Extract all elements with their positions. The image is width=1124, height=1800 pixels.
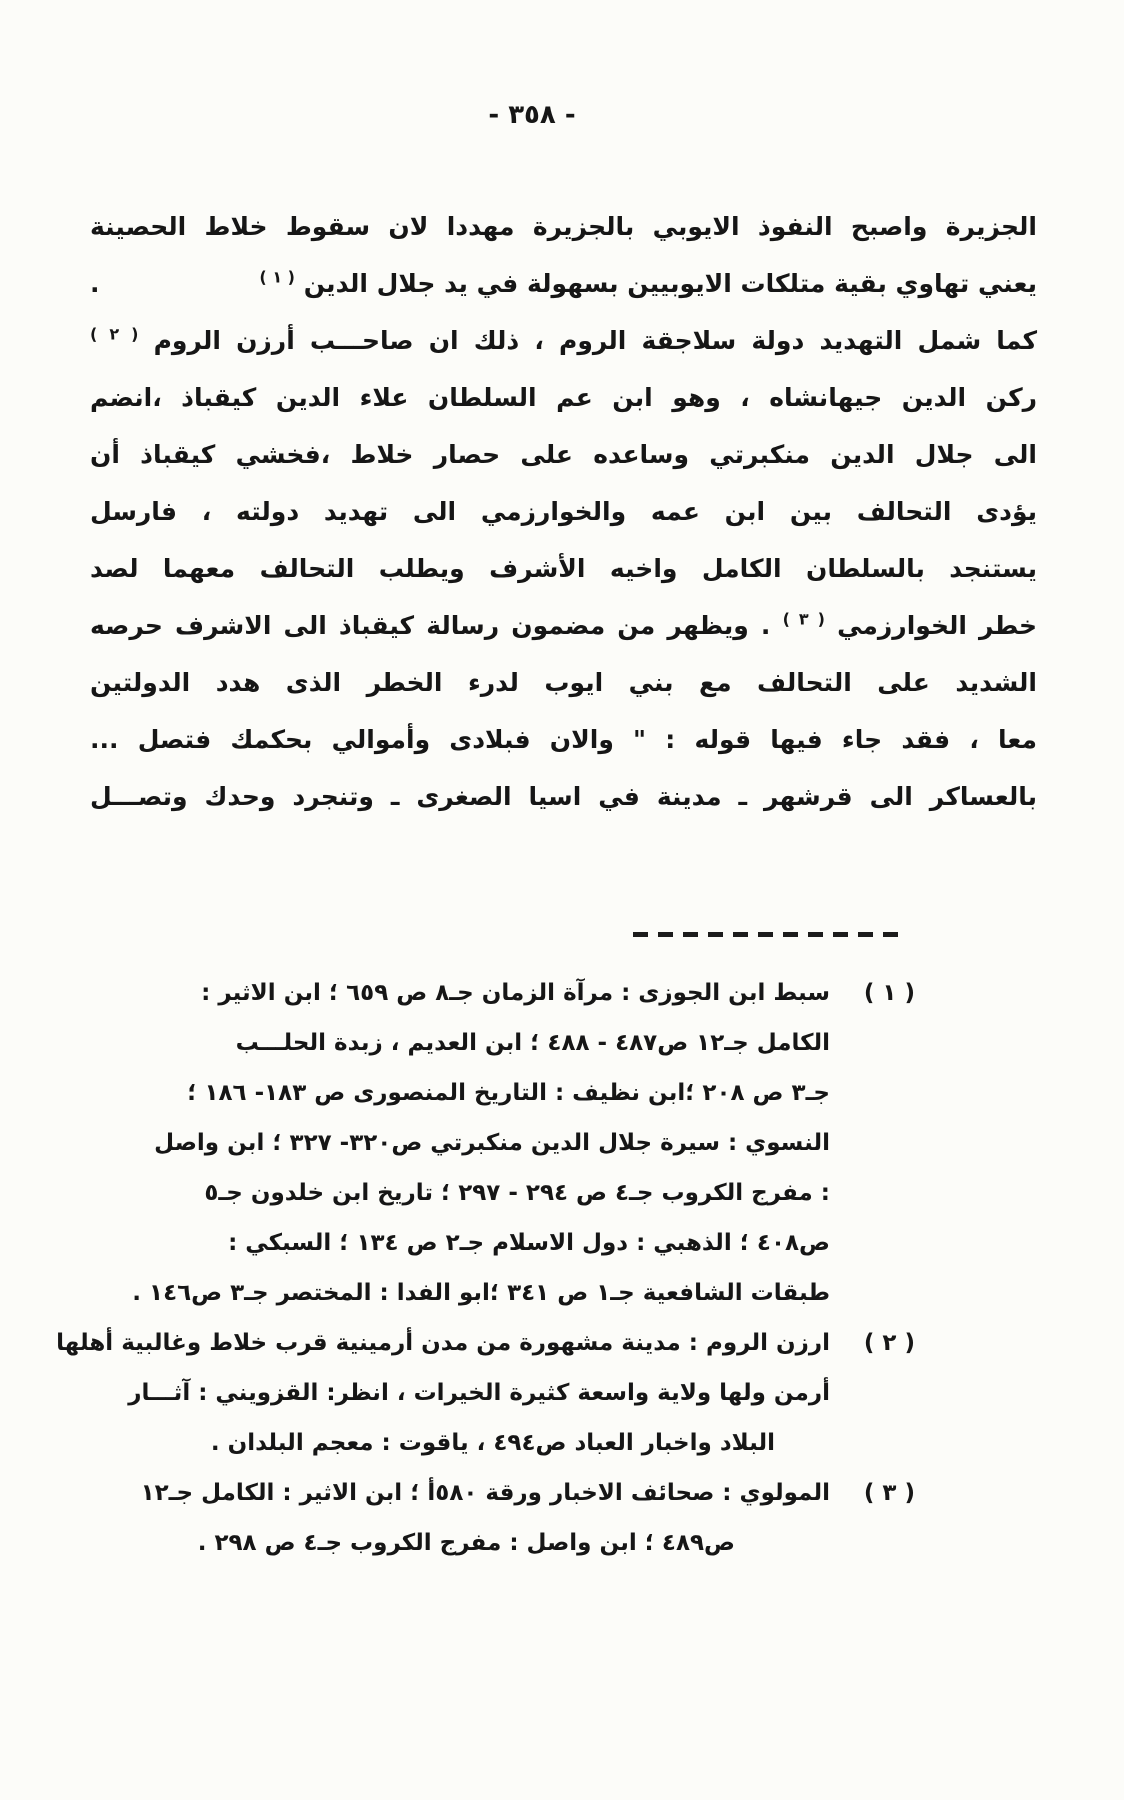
footnote-line: أرمن ولها ولاية واسعة كثيرة الخيرات ، انظر: القزويني : آثـــار bbox=[128, 1380, 830, 1406]
footnote-line: ارزن الروم : مدينة مشهورة من مدن أرمينية قرب خلاط وغالبية أهلها bbox=[56, 1330, 830, 1356]
footnote-marker: ( ١ ) bbox=[863, 980, 915, 1006]
body-text-line: ركن الدين جيهانشاه ، وهو ابن عم السلطان علاء الدين كيقباذ ،انضم bbox=[90, 383, 1037, 412]
footnote-item-1 bbox=[85, 968, 915, 1318]
footnote-lines bbox=[56, 1318, 915, 1468]
footnote-line: سبط ابن الجوزى : مرآة الزمان جـ٨ ص ٦٥٩ ؛ ابن الاثير : bbox=[201, 980, 830, 1006]
footnote-ref-2: ( ٢ ) bbox=[90, 324, 139, 344]
footnote-marker: ( ٣ ) bbox=[863, 1480, 915, 1506]
body-text-line bbox=[90, 597, 1037, 654]
body-text-line: الشديد على التحالف مع بني ايوب لدرء الخطر الذى هدد الدولتين bbox=[90, 668, 1037, 697]
footnote-line: المولوي : صحائف الاخبار ورقة ٥٨٠أ ؛ ابن الاثير : الكامل جـ١٢ bbox=[140, 1480, 830, 1506]
footnote-line: ص٤٠٨ ؛ الذهبي : دول الاسلام جـ٢ ص ١٣٤ ؛ السبكي : bbox=[228, 1230, 830, 1256]
body-text-line: معا ، فقد جاء فيها قوله : " والان فبلادى وأموالي بحكمك فتصل ... bbox=[90, 725, 1037, 754]
footnote-line: البلاد واخبار العباد ص٤٩٤ ، ياقوت : معجم البلدان . bbox=[210, 1430, 775, 1456]
body-text-segment: كما شمل التهديد دولة سلاجقة الروم ، ذلك ان صاحـــب أرزن الروم bbox=[153, 326, 1037, 355]
body-text-line: بالعساكر الى قرشهر ـ مدينة في اسيا الصغرى ـ وتنجرد وحدك وتصـــل bbox=[90, 782, 1037, 811]
body-text-line bbox=[90, 312, 1037, 369]
footnotes-separator bbox=[632, 932, 898, 937]
page-number: - ٣٥٨ - bbox=[488, 100, 576, 130]
footnote-ref-3: ( ٣ ) bbox=[782, 609, 825, 629]
body-text-line bbox=[90, 255, 1037, 312]
footnotes-section bbox=[56, 968, 915, 1568]
footnote-line: جـ٣ ص ٢٠٨ ؛ابن نظيف : التاريخ المنصورى ص ١٨٣- ١٨٦ ؛ bbox=[187, 1080, 830, 1106]
footnote-line: طبقات الشافعية جـ١ ص ٣٤١ ؛ابو الفدا : المختصر جـ٣ ص١٤٦ . bbox=[132, 1280, 830, 1306]
footnote-line: : مفرج الكروب جـ٤ ص ٢٩٤ - ٢٩٧ ؛ تاريخ ابن خلدون جـ٥ bbox=[204, 1180, 830, 1206]
footnote-line: النسوي : سيرة جلال الدين منكبرتي ص٣٢٠- ٣٢٧ ؛ ابن واصل bbox=[154, 1130, 830, 1156]
body-paragraph bbox=[90, 198, 1037, 825]
body-text-line: الجزيرة واصبح النفوذ الايوبي بالجزيرة مهددا لان سقوط خلاط الحصينة bbox=[90, 212, 1037, 241]
body-text-segment: يعني تهاوي بقية متلكات الايوبيين بسهولة في يد جلال الدين bbox=[303, 269, 1037, 298]
body-text-segment: خطر الخوارزمي bbox=[837, 611, 1037, 640]
body-text-line: يستنجد بالسلطان الكامل واخيه الأشرف ويطلب التحالف معهما لصد bbox=[90, 554, 1037, 583]
footnote-ref-1: ( ١ ) bbox=[259, 267, 295, 287]
footnote-item-2 bbox=[56, 1318, 915, 1468]
footnote-line: ص٤٨٩ ؛ ابن واصل : مفرج الكروب جـ٤ ص ٢٩٨ . bbox=[197, 1530, 735, 1556]
body-text-segment: . bbox=[90, 269, 100, 298]
body-text-segment: . ويظهر من مضمون رسالة كيقباذ الى الاشرف حرصه bbox=[90, 611, 771, 640]
footnote-line: الكامل جـ١٢ ص٤٨٧ - ٤٨٨ ؛ ابن العديم ، زبدة الحلـــب bbox=[235, 1030, 830, 1056]
footnote-lines bbox=[85, 968, 915, 1318]
body-text-line: الى جلال الدين منكبرتي وساعده على حصار خلاط ،فخشي كيقباذ أن bbox=[90, 440, 1037, 469]
footnote-marker: ( ٢ ) bbox=[863, 1330, 915, 1356]
body-text-segment bbox=[259, 255, 1037, 312]
footnote-lines bbox=[85, 1468, 915, 1568]
body-text-line: يؤدى التحالف بين ابن عمه والخوارزمي الى تهديد دولته ، فارسل bbox=[90, 497, 1037, 526]
footnote-item-3 bbox=[85, 1468, 915, 1568]
